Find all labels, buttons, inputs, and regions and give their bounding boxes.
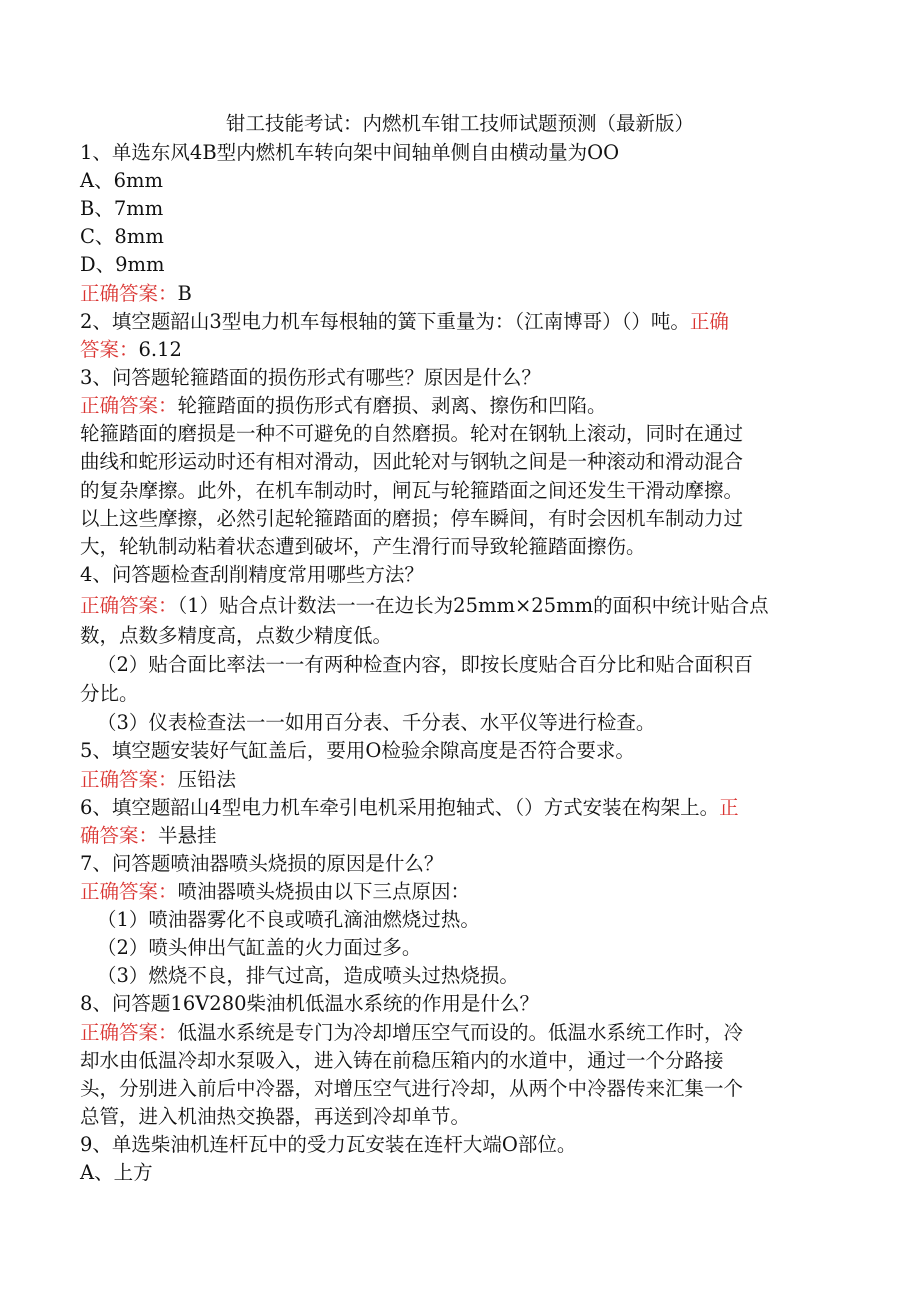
- question-4-stem: 4、问答题检查刮削精度常用哪些方法？: [80, 563, 424, 586]
- answer-body-line: （3）燃烧不良，排气过高，造成喷头过热烧损。: [97, 964, 519, 987]
- answer-body-line: （1）喷油器雾化不良或喷孔滴油燃烧过热。: [97, 908, 480, 931]
- answer-label-part: 答案：: [80, 338, 139, 361]
- answer-body-line: 的复杂摩擦。此外，在机车制动时，闸瓦与轮箍踏面之间还发生干滑动摩擦。: [80, 479, 744, 502]
- answer-body-line: 却水由低温冷却水泵吸入，进入铸在前稳压箱内的水道中，通过一个分路接: [80, 1049, 724, 1072]
- answer-label-part: 正确: [689, 310, 729, 333]
- question-3-stem: 3、问答题轮箍踏面的损伤形式有哪些？原因是什么？: [80, 366, 541, 389]
- answer-body-line: （3）仪表检查法一一如用百分表、千分表、水平仪等进行检查。: [97, 711, 656, 734]
- question-2-stem: [80, 308, 729, 336]
- question-2-text: 2、填空题韶山3型电力机车每根轴的簧下重量为：（江南博哥）（）吨。: [80, 310, 690, 333]
- question-1-option-a: A、6mm: [80, 169, 163, 192]
- answer-body-line: 轮箍踏面的磨损是一种不可避免的自然磨损。轮对在钢轨上滚动，同时在通过: [80, 422, 744, 445]
- question-1-answer: [80, 280, 192, 308]
- question-1-option-c: C、8mm: [80, 225, 164, 248]
- answer-body-line: 分比。: [80, 682, 139, 705]
- question-1-option-b: B、7mm: [80, 197, 164, 220]
- answer-body-line: 以上这些摩擦，必然引起轮箍踏面的磨损；停车瞬间，有时会因机车制动力过: [80, 507, 744, 530]
- question-7-stem: 7、问答题喷油器喷头烧损的原因是什么？: [80, 852, 444, 875]
- answer-value: 喷油器喷头烧损由以下三点原因：: [177, 880, 471, 903]
- document-title: 钳工技能考试：内燃机车钳工技师试题预测（最新版）: [225, 112, 694, 135]
- question-8-answer: [80, 1019, 743, 1047]
- answer-label: 正确答案：: [80, 1021, 178, 1044]
- answer-value: 6.12: [138, 338, 182, 361]
- question-7-answer: [80, 878, 470, 906]
- answer-label: 正确答案：: [80, 394, 178, 417]
- question-6-text: 6、填空题韶山4型电力机车牵引电机采用抱轴式、（）方式安装在构架上。: [80, 796, 720, 819]
- answer-value: 低温水系统是专门为冷却增压空气而设的。低温水系统工作时，冷: [177, 1021, 744, 1044]
- answer-body-line: 头，分别进入前后中冷器，对增压空气进行冷却，从两个中冷器传来汇集一个: [80, 1077, 744, 1100]
- answer-label-part: 确答案：: [80, 824, 159, 847]
- question-1-stem: 1、单选东风4B型内燃机车转向架中间轴单侧自由横动量为OO: [80, 141, 620, 164]
- question-9-stem: 9、单选柴油机连杆瓦中的受力瓦安装在连杆大端O部位。: [80, 1133, 577, 1156]
- answer-value: （1）贴合点计数法一一在边长为25mm×25mm的面积中统计贴合点: [177, 594, 769, 617]
- question-6-stem: [80, 794, 739, 822]
- answer-body-line: （2）贴合面比率法一一有两种检查内容，即按长度贴合百分比和贴合面积百: [97, 653, 753, 676]
- answer-value: B: [177, 282, 192, 305]
- question-6-answer: [80, 822, 217, 850]
- question-1-option-d: D、9mm: [80, 253, 165, 276]
- answer-body-line: （2）喷头伸出气缸盖的火力面过多。: [97, 936, 422, 959]
- answer-label: 正确答案：: [80, 594, 178, 617]
- answer-value: 轮箍踏面的损伤形式有磨损、剥离、擦伤和凹陷。: [177, 394, 607, 417]
- answer-body-line: 曲线和蛇形运动时还有相对滑动，因此轮对与钢轨之间是一种滚动和滑动混合: [80, 450, 744, 473]
- answer-body-line: 大，轮轨制动粘着状态遭到破坏，产生滑行而导致轮箍踏面擦伤。: [80, 535, 646, 558]
- answer-value: 压铅法: [177, 768, 237, 791]
- answer-label: 正确答案：: [80, 768, 178, 791]
- question-3-answer: [80, 392, 607, 420]
- question-8-stem: 8、问答题16V280柴油机低温水系统的作用是什么？: [80, 992, 540, 1015]
- question-2-answer: [80, 336, 182, 364]
- question-5-stem: 5、填空题安装好气缸盖后，要用O检验余隙高度是否符合要求。: [80, 739, 635, 762]
- question-5-answer: [80, 766, 236, 794]
- answer-body-line: 数，点数多精度高，点数少精度低。: [80, 624, 393, 647]
- answer-value: 半悬挂: [158, 824, 217, 847]
- answer-body-line: 总管，进入机油热交换器，再送到冷却单节。: [80, 1105, 471, 1128]
- question-9-option-a: A、上方: [80, 1161, 153, 1184]
- answer-label-part: 正: [719, 796, 739, 819]
- answer-label: 正确答案：: [80, 880, 178, 903]
- question-4-answer: [80, 592, 769, 620]
- answer-label: 正确答案：: [80, 282, 178, 305]
